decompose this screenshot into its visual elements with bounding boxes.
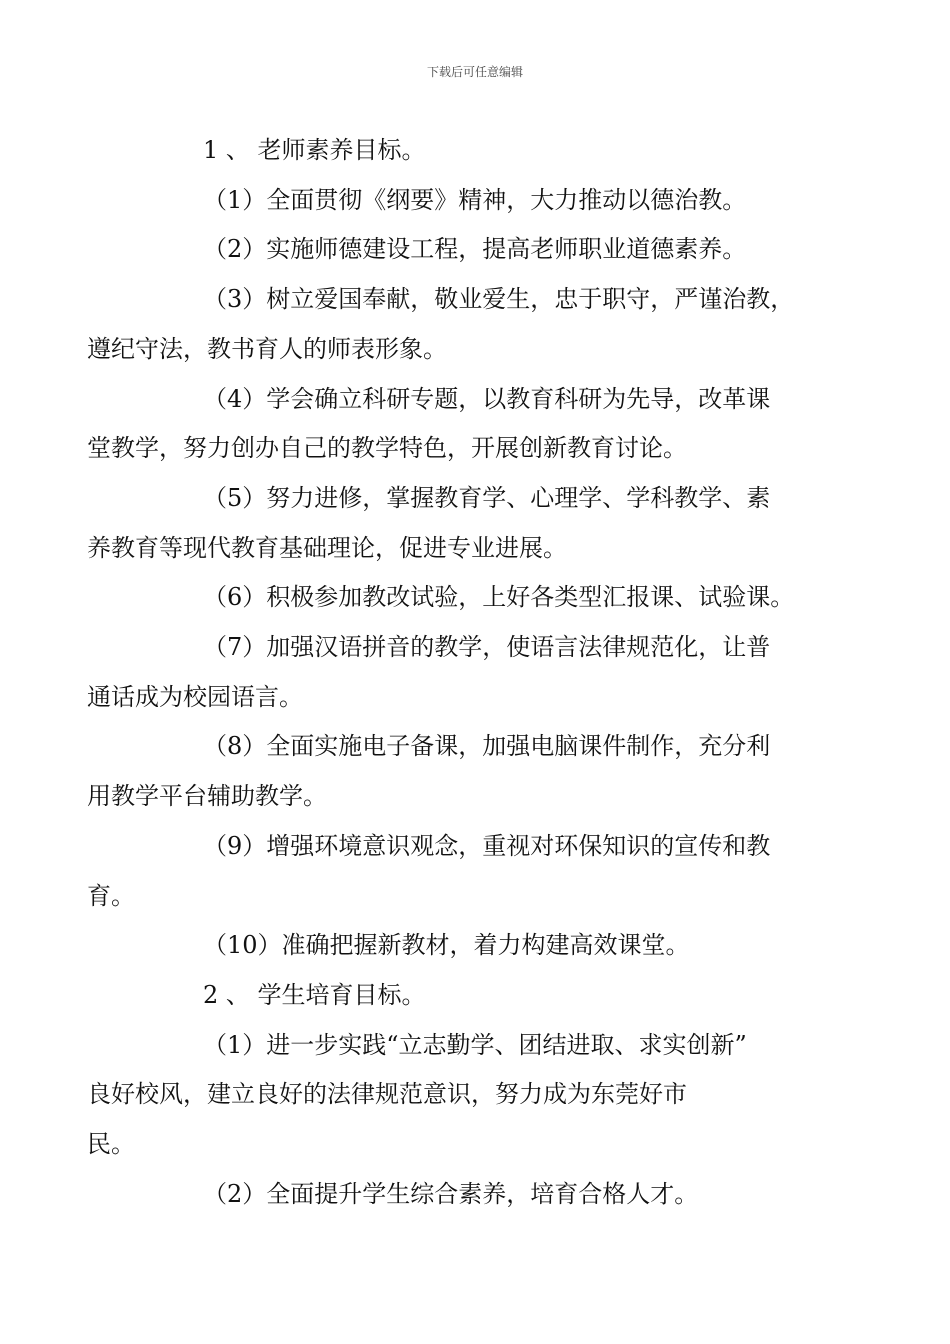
paragraph-line: 1 、 老师素养目标。: [203, 136, 426, 164]
document-body: [87, 126, 825, 1219]
paragraph-line: （1）进一步实践“立志勤学、团结进取、求实创新”: [203, 1030, 747, 1059]
paragraph: [145, 126, 825, 176]
paragraph-line: （4）学会确立科研专题，以教育科研为先导，改革课: [203, 384, 771, 413]
paragraph: [145, 176, 825, 226]
page-header: 下载后可任意编辑: [426, 65, 523, 79]
paragraph: [145, 1170, 825, 1220]
paragraph-line: （3）树立爱国奉献，敬业爱生，忠于职守，严谨治教，: [203, 285, 795, 314]
paragraph-line: 堂教学，努力创办自己的教学特色，开展创新教育讨论。: [87, 434, 687, 463]
paragraph-line: （1）全面贯彻《纲要》精神，大力推动以德治教。: [203, 185, 747, 214]
paragraph: [87, 722, 825, 821]
paragraph: [87, 1021, 825, 1170]
paragraph-line: 养教育等现代教育基础理论，促进专业进展。: [87, 533, 567, 562]
paragraph-line: （5）努力进修，掌握教育学、心理学、学科教学、素: [203, 483, 771, 512]
paragraph-line: 2 、 学生培育目标。: [203, 980, 426, 1009]
paragraph-line: 民。: [87, 1130, 135, 1159]
paragraph-line: 通话成为校园语言。: [87, 682, 303, 711]
paragraph: [87, 822, 825, 921]
paragraph: [87, 375, 825, 474]
paragraph-line: （9）增强环境意识观念，重视对环保知识的宣传和教: [203, 831, 771, 860]
paragraph-line: （10）准确把握新教材，着力构建高效课堂。: [203, 931, 690, 960]
paragraph-line: （6）积极参加教改试验，上好各类型汇报课、试验课。: [203, 583, 795, 612]
paragraph: [145, 225, 825, 275]
paragraph: [145, 921, 825, 971]
paragraph-line: 育。: [87, 881, 135, 910]
paragraph-line: 用教学平台辅助教学。: [87, 782, 327, 811]
paragraph: [87, 275, 825, 374]
paragraph: [87, 474, 825, 573]
paragraph-line: （2）实施师德建设工程，提高老师职业道德素养。: [203, 235, 747, 264]
paragraph: [145, 573, 825, 623]
paragraph-line: （2）全面提升学生综合素养，培育合格人才。: [203, 1179, 699, 1208]
paragraph: [87, 623, 825, 722]
paragraph-line: （7）加强汉语拼音的教学，使语言法律规范化，让普: [203, 633, 771, 662]
paragraph-line: 遵纪守法，教书育人的师表形象。: [87, 334, 447, 363]
paragraph: [145, 971, 825, 1021]
paragraph-line: （8）全面实施电子备课，加强电脑课件制作，充分利: [203, 732, 771, 761]
paragraph-line: 良好校风，建立良好的法律规范意识，努力成为东莞好市: [87, 1080, 687, 1109]
